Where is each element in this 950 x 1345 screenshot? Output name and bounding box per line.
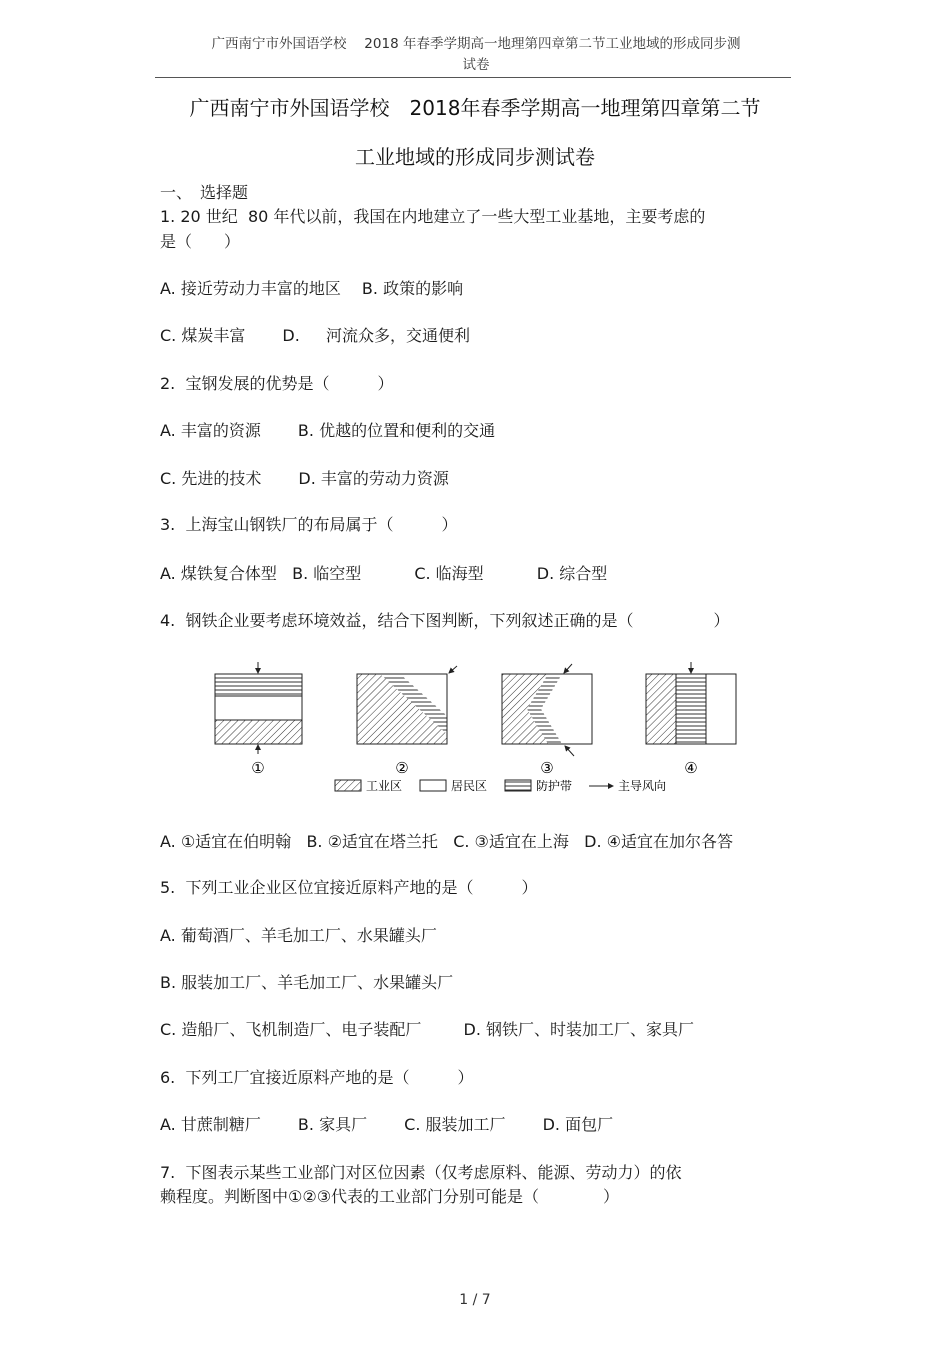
q1-stem-line-1: 1. 20 世纪 80 年代以前，我国在内地建立了一些大型工业基地，主要考虑的 [160, 207, 706, 226]
diagram-label-4: ④ [684, 759, 698, 777]
q6-stem: 6. 下列工厂宜接近原料产地的是（ ） [160, 1068, 474, 1087]
diagram-label-2: ② [395, 759, 409, 777]
q4-stem: 4. 钢铁企业要考虑环境效益，结合下图判断，下列叙述正确的是（ ） [160, 611, 730, 630]
running-header-line-1: 广西南宁市外国语学校 2018 年春季学期高一地理第四章第二节工业地域的形成同步测 [211, 36, 741, 52]
q1-options-ab: A. 接近劳动力丰富的地区 B. 政策的影响 [160, 279, 464, 298]
document-title-line-1: 广西南宁市外国语学校 2018年春季学期高一地理第四章第二节 [189, 96, 761, 120]
page-number: 1 / 7 [459, 1292, 491, 1308]
q4-options: A. ①适宜在伯明翰 B. ②适宜在塔兰托 C. ③适宜在上海 D. ④适宜在加尔各答 [160, 832, 733, 851]
residential-swatch [420, 780, 446, 791]
wind-arrow-icon [564, 664, 572, 673]
q7-stem-line-2: 赖程度。判断图中①②③代表的工业部门分别可能是（ ） [160, 1187, 620, 1206]
q5-stem: 5. 下列工业企业区位宜接近原料产地的是（ ） [160, 878, 538, 897]
legend-industrial: 工业区 [366, 779, 403, 793]
q2-stem: 2. 宝钢发展的优势是（ ） [160, 374, 394, 393]
section-heading: 一、 选择题 [160, 183, 249, 202]
q7-stem-line-1: 7. 下图表示某些工业部门对区位因素（仅考虑原料、能源、劳动力）的依 [160, 1163, 682, 1182]
legend-wind: 主导风向 [618, 779, 667, 793]
industrial-swatch [335, 780, 361, 791]
q2-options-cd: C. 先进的技术 D. 丰富的劳动力资源 [160, 469, 449, 488]
running-header-line-2: 试卷 [462, 57, 490, 73]
q5-option-a: A. 葡萄酒厂、羊毛加工厂、水果罐头厂 [160, 926, 437, 945]
q1-options-cd: C. 煤炭丰富 D. 河流众多，交通便利 [160, 326, 471, 345]
running-header [160, 34, 792, 76]
header-rule [155, 77, 791, 78]
q1-stem-line-2: 是（ ） [160, 232, 241, 251]
q3-stem: 3. 上海宝山钢铁厂的布局属于（ ） [160, 515, 458, 534]
q3-options: A. 煤铁复合体型 B. 临空型 C. 临海型 D. 综合型 [160, 564, 608, 583]
layout-diagram-4 [646, 662, 736, 777]
wind-arrow-icon [449, 666, 457, 673]
wind-arrow-icon [565, 746, 574, 756]
factory-layout-figure [200, 652, 760, 802]
figure-legend [335, 778, 666, 793]
q5-option-b: B. 服装加工厂、羊毛加工厂、水果罐头厂 [160, 973, 454, 992]
q5-options-cd: C. 造船厂、飞机制造厂、电子装配厂 D. 钢铁厂、时装加工厂、家具厂 [160, 1020, 695, 1039]
legend-residential: 居民区 [451, 779, 488, 793]
document-title-line-2: 工业地域的形成同步测试卷 [355, 145, 595, 169]
layout-diagram-3 [502, 664, 592, 777]
q2-options-ab: A. 丰富的资源 B. 优越的位置和便利的交通 [160, 421, 496, 440]
layout-diagram-2 [357, 666, 457, 777]
diagram-label-3: ③ [540, 759, 554, 777]
q6-options: A. 甘蔗制糖厂 B. 家具厂 C. 服装加工厂 D. 面包厂 [160, 1115, 614, 1134]
legend-protective: 防护带 [536, 779, 573, 793]
layout-diagram-1 [215, 662, 302, 777]
protective-swatch [505, 780, 531, 791]
diagram-label-1: ① [251, 759, 265, 777]
